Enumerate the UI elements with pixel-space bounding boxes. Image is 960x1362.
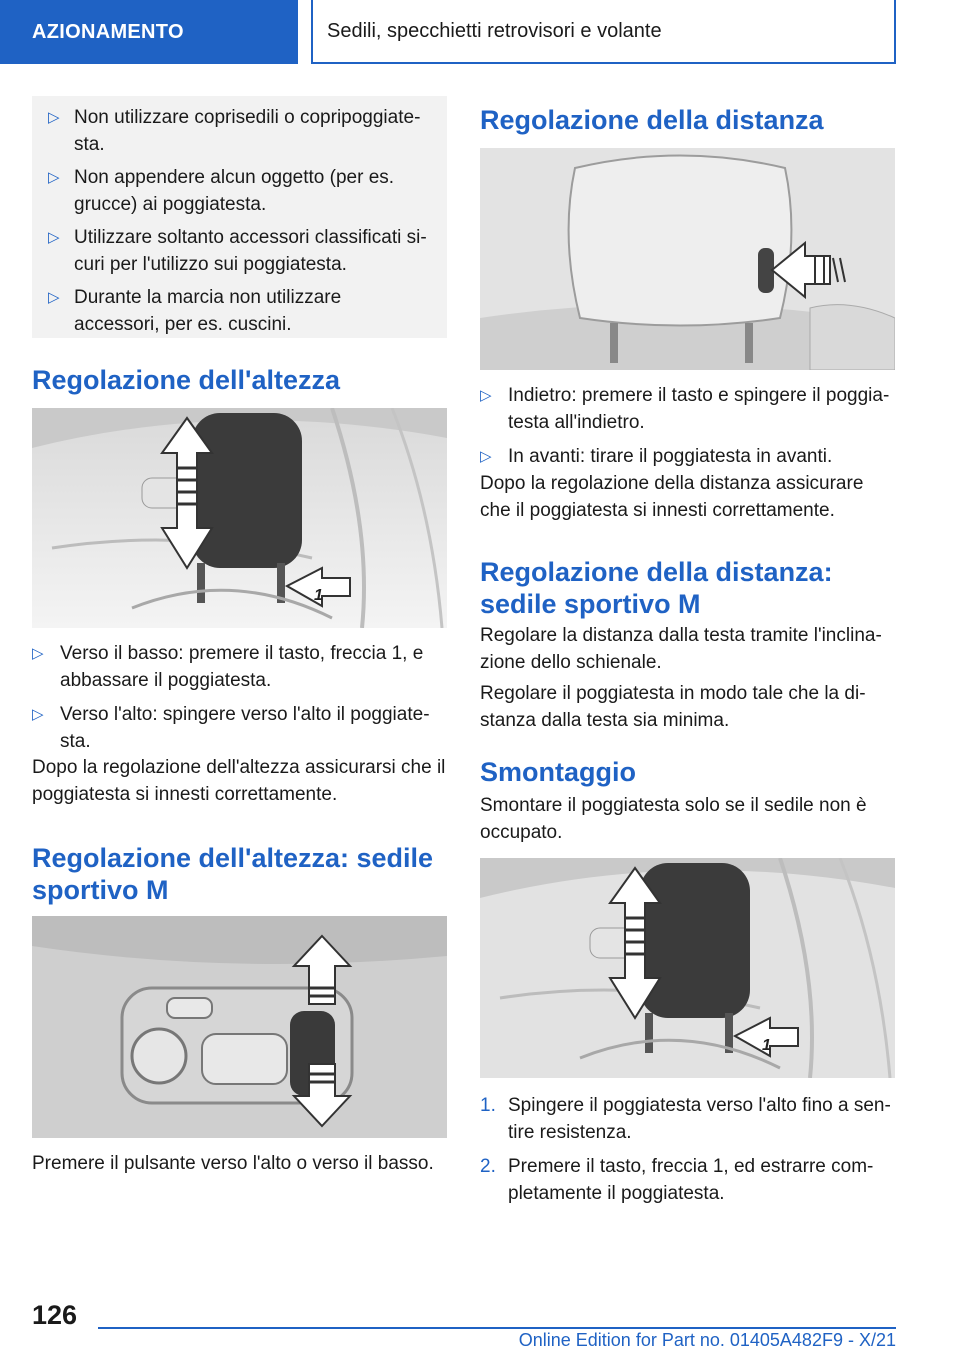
page-number: 126 (32, 1300, 78, 1330)
triangle-right-icon: ▷ (480, 387, 492, 404)
removal-intro: Smontare il poggiatesta solo se il sedile non è occupato. (480, 795, 867, 843)
heading-height-sport: Regolazione dell'altezza: sedile sportivo M (32, 843, 434, 905)
warning-box (32, 96, 447, 338)
list-item: ▷ Durante la marcia non utilizzare accessori, per es. cuscini. (48, 284, 431, 338)
distance-sport-p2: Regolare il poggiatesta in modo tale che la distanza dalla testa sia minima. (480, 683, 866, 731)
section-title: AZIONAMENTO (32, 20, 184, 43)
warning-list (48, 104, 431, 338)
removal-steps-list (480, 1092, 895, 1214)
figure-headrest-distance (480, 148, 895, 370)
list-item: ▷ Indietro: premere il tasto e spingere il poggiatesta all'indietro. (480, 382, 895, 436)
height-steps-list (32, 640, 447, 762)
footer-divider (98, 1327, 896, 1329)
height-note: Dopo la regolazione dell'altezza assicurarsi che il poggiatesta si innesti correttamente. (32, 757, 446, 805)
heading-removal: Smontaggio (480, 757, 636, 787)
chapter-tab (311, 0, 896, 64)
footer-edition: Online Edition for Part no. 01405A482F9 - X/21 (518, 1330, 896, 1350)
distance-sport-p1: Regolare la distanza dalla testa tramite l'inclinazione dello schienale. (480, 625, 882, 673)
triangle-right-icon: ▷ (32, 706, 44, 723)
list-item: ▷ In avanti: tirare il poggiatesta in avanti. (480, 443, 895, 470)
height-sport-note: Premere il pulsante verso l'alto o verso il basso. (32, 1153, 434, 1174)
triangle-right-icon: ▷ (480, 448, 492, 465)
distance-steps-list (480, 382, 895, 477)
triangle-right-icon: ▷ (48, 229, 60, 246)
heading-distance-adjust: Regolazione della distanza (480, 105, 824, 135)
list-item: ▷ Utilizzare soltanto accessori classificati sicuri per l'utilizzo sui poggiatesta. (48, 224, 431, 278)
list-item: 2. Premere il tasto, freccia 1, ed estrarre completamente il poggiatesta. (480, 1153, 895, 1207)
figure-seat-switch (32, 916, 447, 1138)
heading-height-adjust: Regolazione dell'altezza (32, 365, 340, 395)
triangle-right-icon: ▷ (48, 289, 60, 306)
section-tab (0, 0, 298, 64)
figure-headrest-height (32, 408, 447, 628)
triangle-right-icon: ▷ (48, 109, 60, 126)
callout-number: 1 (762, 1037, 771, 1054)
step-number: 1. (480, 1095, 496, 1116)
callout-number: 1 (314, 587, 323, 604)
list-item: ▷ Verso l'alto: spingere verso l'alto il poggiatesta. (32, 701, 447, 755)
step-number: 2. (480, 1156, 496, 1177)
list-item: ▷ Non appendere alcun oggetto (per es. grucce) ai poggiatesta. (48, 164, 431, 218)
triangle-right-icon: ▷ (32, 645, 44, 662)
triangle-right-icon: ▷ (48, 169, 60, 186)
heading-distance-sport: Regolazione della distanza: sedile sportivo M (480, 557, 833, 619)
distance-note: Dopo la regolazione della distanza assicurare che il poggiatesta si innesti correttamente. (480, 473, 864, 521)
list-item: 1. Spingere il poggiatesta verso l'alto fino a sentire resistenza. (480, 1092, 895, 1146)
chapter-title: Sedili, specchietti retrovisori e volante (327, 19, 662, 42)
list-item: ▷ Verso il basso: premere il tasto, freccia 1, e abbassare il poggiatesta. (32, 640, 447, 694)
figure-headrest-removal (480, 858, 895, 1078)
list-item: ▷ Non utilizzare coprisedili o copripoggiatesta. (48, 104, 431, 158)
